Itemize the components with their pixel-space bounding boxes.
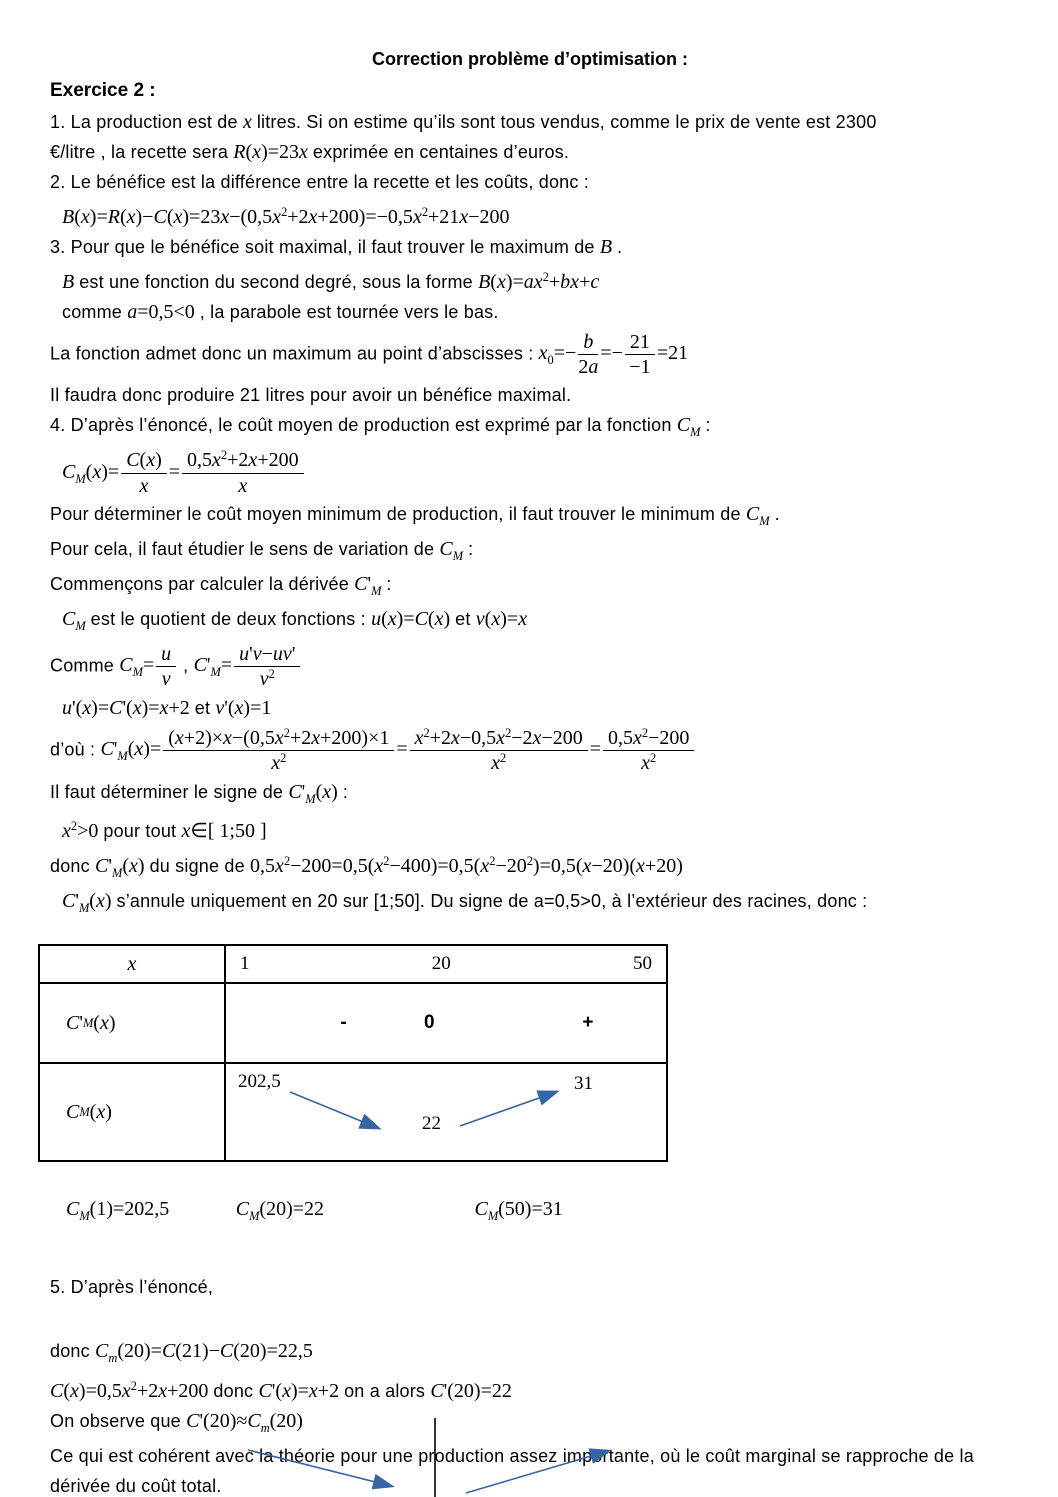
- computed-values-line: [50, 1192, 1010, 1233]
- math-segment: $C'_M(x)$: [95, 855, 150, 881]
- text-segment: s’annule uniquement en 20 sur [1;50]. Du signe de a=0,5>0, à l’extérieur des racines, donc :: [116, 891, 868, 912]
- text-segment: est le quotient de deux fonctions :: [90, 609, 372, 629]
- decreasing-arrow-icon: [290, 1092, 378, 1128]
- value-cm-20: $C_M(20)=22$: [235, 1198, 325, 1223]
- text-line-l19: [50, 778, 1010, 813]
- text-segment: :: [468, 539, 474, 560]
- text-line-l17: [50, 694, 1010, 724]
- text-segment: Pour déterminer le coût moyen minimum de production, il faut trouver le minimum de: [50, 504, 746, 525]
- sign-minus: -: [340, 1012, 347, 1033]
- text-segment: est une fonction du second degré, sous la forme: [79, 271, 479, 292]
- math-segment: $C'_M(x)$: [62, 890, 117, 915]
- fraction: $\frac{C(x)}{x}$: [121, 449, 167, 497]
- math-segment: $C_M$: [676, 414, 701, 440]
- math-segment: u(x)=C(x): [371, 608, 456, 630]
- math-segment: x∈[ 1;50 ]: [181, 820, 267, 843]
- text-line-l9: [50, 381, 1010, 411]
- page-title: Correction problème d’optimisation :: [371, 49, 689, 69]
- math-segment: v(x)=x: [475, 608, 528, 630]
- value-at-1: 202,5: [238, 1071, 281, 1092]
- math-segment: $x^2>0$: [62, 819, 104, 843]
- table-row-variation: [40, 1064, 666, 1160]
- text-line-l18: [50, 727, 1010, 775]
- math-segment: $x_0=-$ $\frac{b}{2a}$ =− $\frac{21}{-1}$ =21: [538, 330, 689, 379]
- text-line-l13: [50, 535, 1010, 570]
- math-segment: R(x)=23x: [233, 141, 308, 163]
- sign-zero: 0: [424, 1012, 435, 1033]
- text-segment: , la parabole est tournée vers le bas.: [199, 301, 499, 322]
- text-line-l2: [50, 138, 1010, 168]
- variation-table: [38, 944, 668, 1162]
- math-segment: $C'_M(x)=$ $\frac{(x+2)\times x-(0,5x^2+2x+200)\times 1}{x^2}$ = $\frac{x^2+2x-0,5x^2-2x-200}{x^2}$ = $\frac{0,5x^2-200}{x^2}$: [100, 738, 696, 760]
- fraction: $\frac{x^2+2x-0,5x^2-2x-200}{x^2}$: [410, 727, 588, 775]
- text-segment: litres. Si on estime qu’ils sont tous vendus, comme le prix de vente est 2300: [256, 112, 877, 132]
- table-label-cm: C M ( x ): [40, 1064, 226, 1160]
- value-at-20: 22: [422, 1113, 441, 1134]
- math-segment: C'(20)=22: [430, 1379, 512, 1402]
- fraction: $\frac{(x+2)\times x-(0,5x^2+2x+200)\times 1}{x^2}$: [163, 727, 394, 775]
- text-segment: Comme: [50, 655, 120, 676]
- text-segment: on a alors: [344, 1380, 431, 1401]
- text-line-l6: [50, 263, 1010, 298]
- text-segment: exprimée en centaines d’euros.: [312, 142, 570, 162]
- text-segment: du signe de: [149, 856, 251, 877]
- table-row-x: [40, 946, 666, 984]
- text-line-a3: [50, 1372, 1010, 1407]
- text-line-l5: [50, 233, 1010, 263]
- text-segment: €/litre , la recette sera: [50, 142, 234, 162]
- math-segment: $C'_M$: [354, 573, 382, 598]
- fraction: $\frac{b}{2a}$: [578, 330, 599, 379]
- value-cm-1: $C_M(1)=202,5$: [66, 1198, 170, 1223]
- derivative-sign-cell: [226, 984, 666, 1062]
- variation-cell: [226, 1064, 666, 1160]
- text-segment: Il faudra donc produire 21 litres pour avoir un bénéfice maximal.: [50, 385, 572, 406]
- text-segment: :: [342, 781, 349, 802]
- text-line-l8: [50, 331, 1010, 379]
- math-segment: a=0,5<0: [127, 300, 200, 323]
- text-segment: .: [774, 504, 780, 525]
- math-segment: $B(x)=ax^2+bx+c$: [478, 269, 600, 293]
- variation-arrows: [226, 1064, 666, 1160]
- fraction: $\frac{u'v-uv'}{v^2}$: [234, 643, 300, 691]
- x-tick-1: 1: [240, 953, 250, 974]
- sign-plus: +: [582, 1012, 594, 1033]
- table-row-derivative-sign: [40, 984, 666, 1064]
- text-line-l14: [50, 570, 1010, 605]
- partial-variation-sketch: [245, 1414, 645, 1497]
- math-segment: B: [599, 235, 613, 258]
- text-segment: et: [194, 697, 216, 718]
- text-segment: 2. Le bénéfice est la différence entre la recette et les coûts, donc :: [50, 172, 589, 192]
- text-segment: donc: [50, 1340, 96, 1361]
- math-segment: $C_M$: [745, 503, 770, 529]
- table-x-ticks: [226, 946, 666, 982]
- math-segment: $C_M$: [62, 608, 86, 633]
- x-tick-50: 50: [633, 953, 652, 974]
- fraction: $\frac{u}{v}$: [156, 643, 176, 691]
- text-segment: pour tout: [103, 821, 182, 842]
- math-segment: $0,5x^2-200=0,5(x^2-400)=0,5(x^2-20^2)=0,5(x-20)(x+20)$: [250, 854, 683, 878]
- value-cm-50: $C_M(50)=31$: [474, 1198, 563, 1223]
- text-segment: 1. La production est de: [50, 112, 243, 132]
- text-line-l22: [50, 887, 1010, 922]
- text-segment: comme: [62, 301, 128, 322]
- math-segment: $C'_M(x)$: [288, 780, 343, 806]
- text-line-a2: [50, 1337, 1010, 1372]
- fraction: $\frac{21}{-1}$: [625, 331, 655, 379]
- math-segment: $C'_M=$ $\frac{u'v-uv'}{v^2}$: [194, 654, 303, 676]
- math-segment: u'(x)=C'(x)=x+2: [62, 696, 195, 719]
- table-label-x: x: [40, 946, 226, 982]
- text-line-l10: [50, 411, 1010, 446]
- text-segment: donc: [50, 856, 96, 877]
- text-segment: Pour cela, il faut étudier le sens de variation de: [50, 539, 440, 560]
- text-segment: Commençons par calculer la dérivée: [50, 574, 355, 595]
- text-segment: On observe que: [50, 1410, 187, 1431]
- x-tick-20: 20: [431, 953, 451, 974]
- text-segment: d’où :: [50, 739, 101, 760]
- text-line-l15: [50, 605, 1010, 640]
- text-segment: La fonction admet donc un maximum au point d’abscisses :: [50, 343, 539, 364]
- text-line-l3: [50, 168, 1010, 198]
- text-segment: Ce qui est cohérent avec la théorie pour une production assez importante, où le coût marginal se rapproche de la dérivée du coût total.: [50, 1445, 974, 1496]
- text-line-l4: [50, 198, 1010, 233]
- decreasing-arrow-icon: [248, 1450, 391, 1486]
- text-segment: Il faut déterminer le signe de: [50, 781, 289, 802]
- text-segment: :: [386, 574, 392, 595]
- text-segment: et: [455, 609, 476, 629]
- exercise-heading: Exercice 2 :: [50, 80, 156, 101]
- math-segment: x: [242, 111, 252, 133]
- text-segment: 3. Pour que le bénéfice soit maximal, il faut trouver le maximum de: [50, 236, 600, 257]
- text-line-l20: [50, 812, 1010, 847]
- text-segment: 5. D’après l’énoncé,: [50, 1276, 214, 1297]
- math-segment: $C_M=$ $\frac{u}{v}$: [119, 654, 183, 676]
- math-segment: C'(x)=x+2: [258, 1379, 345, 1402]
- math-segment: B: [62, 270, 75, 293]
- text-line-l12: [50, 500, 1010, 535]
- table-label-derivative: C ' M ( x ): [40, 984, 226, 1062]
- math-segment: $C'(20)\approx C_m(20)$: [186, 1409, 303, 1435]
- text-line-a1: [50, 1273, 1010, 1303]
- text-segment: donc: [213, 1380, 259, 1401]
- math-segment: $C(x)=0,5x^2+2x+200$: [50, 1378, 214, 1402]
- text-segment: 4. D’après l’énoncé, le coût moyen de production est exprimé par la fonction: [50, 415, 677, 436]
- math-segment: v'(x)=1: [215, 696, 272, 719]
- text-segment: ,: [183, 655, 194, 676]
- text-segment: :: [705, 415, 711, 436]
- math-segment: $C_M(x)=$ $\frac{C(x)}{x}$ = $\frac{0,5x^2+2x+200}{x}$: [62, 461, 306, 483]
- math-segment: $B(x)=R(x)-C(x)=23x-(0,5x^2+2x+200)=-0,5x^2+21x-200$: [62, 205, 510, 228]
- text-line-l16: [50, 643, 1010, 691]
- text-line-l21: [50, 847, 1010, 887]
- body-text-block: [50, 108, 1010, 922]
- math-segment: $C_M$: [439, 538, 464, 564]
- text-line-l7: [50, 298, 1010, 328]
- text-line-l11: [50, 449, 1010, 497]
- fraction: $\frac{0,5x^2+2x+200}{x}$: [182, 449, 304, 497]
- text-segment: .: [617, 236, 623, 257]
- text-line-l1: [50, 108, 1010, 138]
- increasing-arrow-icon: [460, 1092, 556, 1126]
- value-at-50: 31: [574, 1073, 593, 1094]
- increasing-arrow-icon: [466, 1451, 608, 1493]
- math-segment: $C_m(20)=C(21)-C(20)=22,5$: [95, 1339, 313, 1365]
- fraction: $\frac{0,5x^2-200}{x^2}$: [603, 727, 694, 775]
